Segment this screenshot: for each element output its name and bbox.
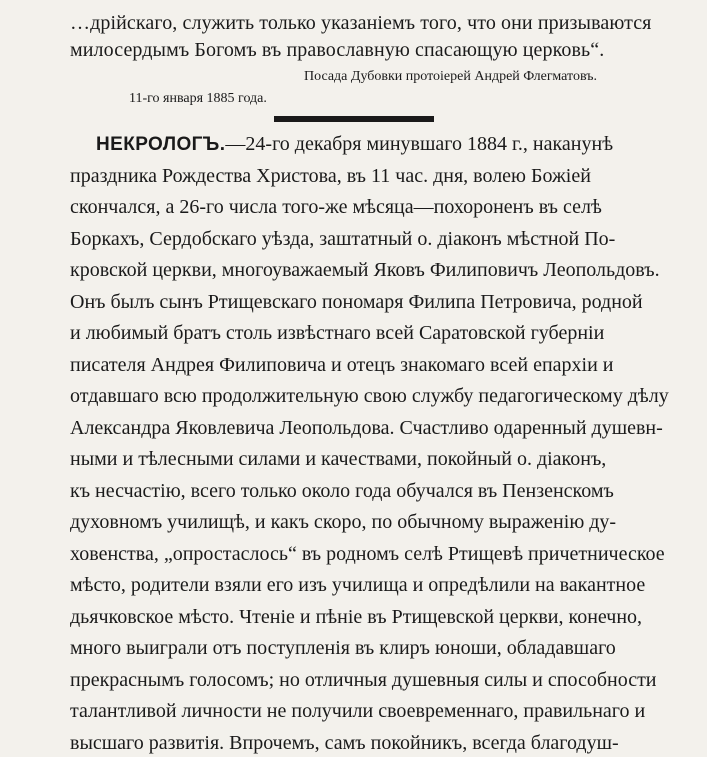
article-line — [70, 319, 696, 347]
article-line — [70, 351, 696, 379]
article-line-text: писателя Андрея Филиповича и отецъ знакомаго всей епархіи и — [70, 353, 614, 376]
article-line — [70, 697, 696, 725]
article-line — [70, 288, 696, 316]
article-line — [70, 729, 696, 757]
section-divider — [274, 116, 434, 122]
article-line — [70, 508, 696, 536]
article-line-text: Онъ былъ сынъ Ртищевскаго пономаря Филипа Петровича, родной — [70, 290, 643, 313]
article-line-text: мѣсто, родители взяли его изъ училища и опредѣлили на вакантное — [70, 574, 646, 596]
article-line-text: —24-го декабря минувшаго 1884 г., наканунѣ — [225, 133, 614, 155]
article-line — [70, 666, 696, 694]
article-line-text: талантливой личности не получили своевременнаго, правильнаго и — [70, 700, 646, 722]
article-line — [70, 634, 696, 662]
article-line-text: праздника Рождества Христова, въ 11 час. дня, волею Божіей — [70, 164, 591, 187]
article-line-text: кровской церкви, многоуважаемый Яковъ Филиповичъ Леопольдовъ. — [70, 259, 660, 281]
article-line — [96, 130, 696, 159]
article-line — [70, 540, 696, 568]
article-line-text: отдавшаго всю продолжительную свою службу педагогическому дѣлу — [70, 385, 669, 407]
article-line — [70, 445, 696, 473]
article-line-text: Александра Яковлевича Леопольдова. Счастливо одаренный душевн- — [70, 416, 663, 439]
article-line — [70, 477, 696, 505]
article-heading: НЕКРОЛОГЪ. — [96, 134, 226, 155]
top-text-line-2: милосердымъ Богомъ въ православную спасающую церковь“. — [70, 39, 605, 61]
article-line — [70, 414, 696, 442]
signature: Посада Дубовки протоіерей Андрей Флегматовъ. — [304, 69, 597, 84]
article-line — [70, 571, 696, 599]
article-line-text: къ несчастію, всего только около года обучался въ Пензенскомъ — [70, 479, 614, 502]
article-line — [70, 162, 696, 190]
article-line-text: духовномъ училищѣ, и какъ скоро, по обычному выраженію ду- — [70, 511, 617, 533]
article-line — [70, 256, 696, 284]
top-text-line-1: …дрійскаго, служить только указаніемъ того, что они призываются — [70, 12, 652, 34]
article-line-text: ными и тѣлесными силами и качествами, покойный о. діаконъ, — [70, 448, 607, 470]
article-line — [70, 193, 696, 221]
article-line-text: Боркахъ, Сердобскаго уѣзда, заштатный о. діаконъ мѣстной По- — [70, 227, 616, 250]
article-line-text: много выиграли отъ поступленія въ клиръ юноши, обладавшаго — [70, 637, 616, 659]
article-line-text: дьячковское мѣсто. Чтеніе и пѣніе въ Ртищевской церкви, конечно, — [70, 605, 643, 628]
article-line-text: и любимый братъ столь извѣстнаго всей Саратовской губерніи — [70, 322, 605, 344]
article-line-text: прекраснымъ голосомъ; но отличныя душевныя силы и способности — [70, 668, 657, 691]
article-line-text: скончался, а 26-го числа того-же мѣсяца—похороненъ въ селѣ — [70, 196, 602, 218]
date-line: 11-го января 1885 года. — [129, 91, 267, 106]
article-line — [70, 382, 696, 410]
article-line — [70, 225, 696, 253]
article-line — [70, 603, 696, 631]
article-line-text: ховенства, „опростаслось“ въ родномъ селѣ Ртищевѣ причетническое — [70, 542, 665, 565]
article-line-text: высшаго развитія. Впрочемъ, самъ покойникъ, всегда благодуш- — [70, 731, 619, 754]
